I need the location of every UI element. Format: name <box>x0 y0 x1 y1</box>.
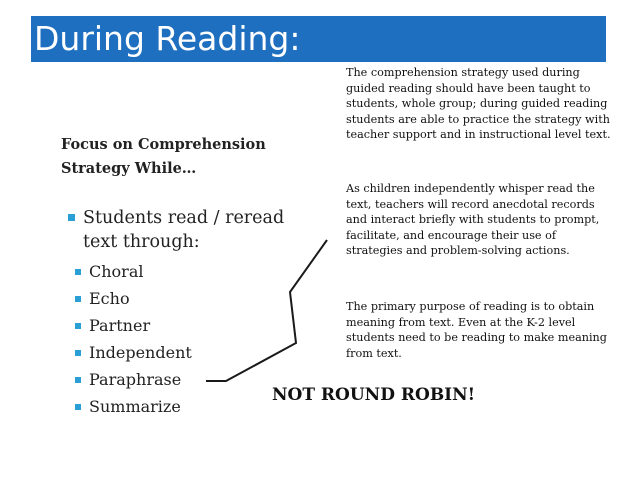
focus-heading: Focus on Comprehension Strategy While… <box>61 136 266 177</box>
note-whisper-read: As children independently whisper read the text, teachers will record anecdotal records and interact briefly with students to prompt, facilitate, and encourage their use of strategies and problem-solving actions. <box>346 182 600 258</box>
list-item-label: Choral <box>89 262 144 281</box>
note-strategy: The comprehension strategy used during guided reading should have been taught to students, whole group; during guided reading students are able to practice the strategy with teacher support and in instructional level text. <box>346 66 611 142</box>
list-item-label: Summarize <box>89 397 181 416</box>
list-item-label: Echo <box>89 289 130 308</box>
list-item-label: Independent <box>89 343 192 362</box>
list-item-label: Paraphrase <box>89 370 182 389</box>
note-purpose: The primary purpose of reading is to obtain meaning from text. Even at the K-2 level students need to be reading to make meaning from text. <box>346 300 607 360</box>
main-bullet-text: Students read / reread text through: <box>83 208 285 252</box>
list-item-label: Partner <box>89 316 151 335</box>
callout-text: NOT ROUND ROBIN! <box>272 385 476 405</box>
slide-title: During Reading: <box>34 19 301 58</box>
